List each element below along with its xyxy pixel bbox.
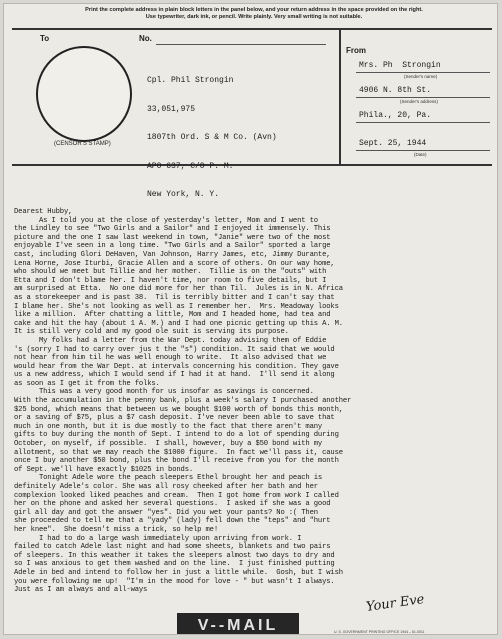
form-instructions (64, 7, 444, 21)
letter-line: as soon as I get it from the folks. (14, 379, 160, 388)
letter-line: of sleepers. In this weather it takes the sleepers almost two days to dry and (14, 551, 335, 560)
censor-stamp-label: (CENSOR'S STAMP) (54, 141, 111, 147)
letter-line: Just as I am always and all-ways (14, 586, 148, 595)
date-line (356, 150, 490, 151)
printing-office-footer: U. S. GOVERNMENT PRINTING OFFICE 1944 – 61-0011 (334, 630, 425, 634)
letter-line: complexion looked liked peaches and cream. Then I got home from work I called (14, 491, 339, 500)
sender-name-caption: (Sender's name) (404, 74, 438, 79)
vmail-letter-sheet (3, 3, 498, 635)
letter-line: Tonight Adele wore the peach sleepers Ethel brought her and peach is (14, 474, 323, 483)
from-label: From (346, 46, 366, 55)
recipient-city: New York, N. Y. (147, 190, 220, 199)
letter-line: picture and the one I saw last weekend in town, "Janie" were two of the most (14, 233, 331, 242)
letter-line: once I buy another $50 bond, plus the bond I'll receive from you for the month (14, 457, 339, 466)
letter-line: much in one month, but it is due mostly to the fact that there aren't many (14, 422, 323, 431)
letter-line: It is still very cold and my good ole suit is serving its purpose. (14, 328, 289, 337)
letter-line: not hear from him til he was well enough to write. It also advised that we (14, 354, 327, 363)
letter-line: us a new address, which I would send if I had it at hand. I'll send it along (14, 371, 335, 380)
letter-line: of Sept. we'll have exactly $1025 in bonds. (14, 465, 194, 474)
instructions-line-1: Print the complete address in plain block letters in the panel below, and your return address in the space provided on the right. (85, 7, 423, 13)
recipient-name: Cpl. Phil Strongin (147, 76, 234, 85)
letter-line: allotment, so that we may reach the $1000 figure. In fact we'll pass it, cause (14, 448, 343, 457)
letter-line: you were following me up! "I'm in the mood for love - " but wasn't I always. (14, 577, 335, 586)
instructions-line-2: Use typewriter, dark ink, or pencil. Write plainly. Very small writing is not suitable. (145, 14, 363, 20)
letter-line: I had to do a large wash immediately upon arriving from work. I (14, 534, 302, 543)
header-divider (339, 28, 341, 165)
no-field-line (156, 44, 326, 45)
letter-line: who should we meet but Tillie and her mother. Tillie is on the "outs" with (14, 268, 327, 277)
letter-line: As I told you at the close of yesterday's letter, Mom and I went to (14, 216, 318, 225)
letter-line: gifts to buy during the month of Sept. I intend to do a lot of spending during (14, 431, 339, 440)
date-caption: (Date) (414, 152, 427, 157)
letter-line: would hear from the War Dept. at intervals concerning his condition. They gave (14, 362, 339, 371)
no-label: No. (139, 34, 152, 43)
letter-line: girl all day and got the answer "yes". Did you wet your pants? No :( Then (14, 508, 318, 517)
letter-line: 's (sorry I had to carry over jus t the "s") condition. It said that we would (14, 345, 335, 354)
letter-line: failed to catch Adele last night and had some sheets, blankets and two pairs (14, 543, 331, 552)
sender-city-line (356, 122, 490, 123)
letter-line: as a storekeeper and is past 38. Til is terribly bitter and I can't say that (14, 293, 335, 302)
letter-line: This was a very good month for us insofar as savings is concerned. (14, 388, 314, 397)
letter-line: am surprised at Etta. No one did more for her than Til. Jules is in N. Africa (14, 285, 343, 294)
sender-address-caption: (Sender's address) (400, 99, 438, 104)
header-top-rule (12, 28, 492, 30)
letter-line: With the accumulation in the penny bank, plus a week's salary I purchased another (14, 397, 352, 406)
letter-line: her on the phone and asked her several questions. I asked if she was a good (14, 500, 331, 509)
letter-line: Adele in bed and intend to follow her in just a little while. Gosh, but I wish (14, 568, 343, 577)
letter-line: I blame her. She's not looking as well as I remember her. Mrs. Meadoway looks (14, 302, 339, 311)
sender-city: Phila., 20, Pa. (359, 111, 432, 120)
letter-line: My folks had a letter from the War Dept. today advising them of Eddie (14, 336, 327, 345)
sender-address-line (356, 97, 490, 98)
letter-line: Dearest Hubby, (14, 208, 73, 216)
sender-name-line (356, 72, 490, 73)
letter-line: or a saving of $75, plus a $7 cash deposit. I've never been able to save that (14, 414, 335, 423)
letter-line: the Lindley to see "Two Girls and a Sailor" and I enjoyed it immensely. This (14, 225, 331, 234)
letter-line: her knee". She doesn't miss a trick, so help me! (14, 525, 218, 534)
vmail-label: V--MAIL (177, 613, 299, 635)
censor-stamp-circle (36, 46, 132, 142)
letter-line: enjoyable I've seen in a long time. "Two Girls and a Sailor" sported a large (14, 242, 331, 251)
recipient-apo: APO 637, C/O P. M. (147, 161, 234, 171)
recipient-serial: 33,051,975 (147, 104, 196, 114)
to-label: To (40, 34, 50, 43)
signature: Your Eve (365, 592, 426, 615)
sender-name: Mrs. Ph Strongin (359, 61, 441, 70)
letter-line: $25 bond, which means that between us we bought $100 worth of bonds this month, (14, 405, 343, 414)
letter-date: Sept. 25, 1944 (359, 139, 427, 148)
letter-line: October, on myself, if possible. I shall, however, buy a $50 bond with my (14, 440, 323, 449)
recipient-unit: 1807th Ord. S & M Co. (Avn) (147, 133, 277, 142)
sender-address: 4906 N. 8th St. (359, 86, 432, 95)
letter-body (14, 208, 496, 595)
letter-line: like a million. After chatting a little, Mom and I headed home, had tea and (14, 311, 331, 320)
recipient-address (147, 57, 277, 219)
letter-line: she proceeded to tell me that a "yady" (lady) fell down the "teps" and "hurt (14, 517, 331, 526)
letter-line: so I was anxious to get them washed and on the line. I just finished putting (14, 560, 335, 569)
letter-line: cast, including Glori DeHaven, Van Johnson, Harry James, etc, Jimmy Durante, (14, 250, 331, 259)
letter-line: Etta and I don't blame her. I haven't time, nor room to five details, but I (14, 276, 327, 285)
letter-line: Lena Horne, Jose Iturbi, Gracie Allen and a score of others. On our way home, (14, 259, 335, 268)
letter-line: cake and hit the hay (about 1 A. M.) and I had one picnic getting up this A. M. (14, 319, 343, 328)
letter-line: definitely Adele's color. She was all rosy cheeked after her bath and her (14, 483, 318, 491)
